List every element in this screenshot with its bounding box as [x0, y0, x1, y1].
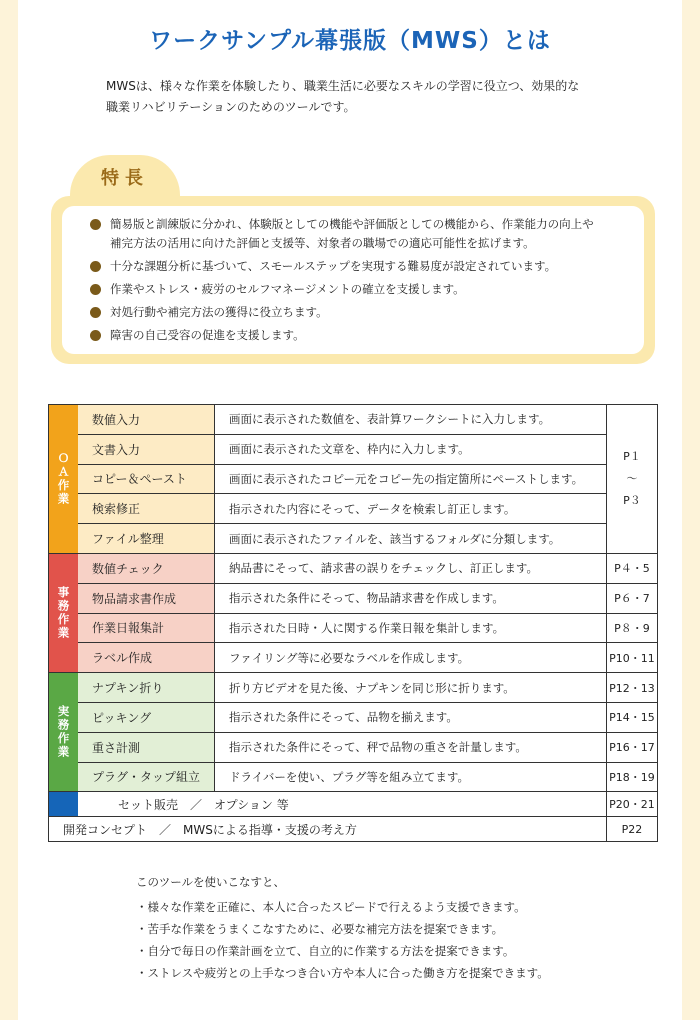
task-name: 数値入力 — [78, 405, 215, 434]
page-ref: P12・13 — [609, 681, 655, 695]
page-ref: P８・9 — [614, 621, 650, 635]
task-name: 重さ計測 — [78, 733, 215, 762]
page-ref: P10・11 — [609, 651, 655, 665]
page-ref: P６・7 — [614, 592, 650, 606]
page-ref: P４・5 — [614, 562, 650, 576]
outro-bullet: ・苦手な作業をうまくこなすために、必要な補完方法を提案できます。 — [136, 922, 504, 936]
page-ref: P３ — [623, 493, 641, 507]
category-label-jitsumu: 実務作業 — [49, 673, 78, 791]
intro-text — [106, 76, 626, 118]
feature-text: 補完方法の活用に向けた評価と支援等、対象者の職場での適応可能性を拡げます。 — [110, 236, 535, 250]
task-name: 文書入力 — [78, 435, 215, 464]
category-label-jimu: 事務作業 — [49, 554, 78, 672]
table-row — [78, 494, 606, 524]
table-row-concept — [49, 817, 657, 841]
document-page — [18, 0, 682, 1020]
task-name: セット販売 ／ オプション 等 — [78, 792, 607, 816]
page-ref: P22 — [621, 822, 643, 836]
task-name: ファイル整理 — [78, 524, 215, 553]
intro-line: MWSは、様々な作業を体験したり、職業生活に必要なスキルの学習に役立つ、効果的な — [106, 79, 580, 93]
table-row-set — [49, 792, 657, 817]
task-desc: 折り方ビデオを見た後、ナプキンを同じ形に折ります。 — [215, 673, 607, 702]
table-row — [78, 614, 657, 644]
table-row — [78, 465, 606, 495]
task-desc: 画面に表示されたコピー元をコピー先の指定箇所にペーストします。 — [229, 471, 584, 486]
task-desc: ファイリング等に必要なラベルを作成します。 — [215, 643, 607, 672]
feature-item — [90, 303, 638, 322]
table-row — [78, 524, 606, 553]
task-name: 開発コンセプト ／ MWSによる指導・支援の考え方 — [49, 817, 607, 841]
contents-table — [48, 404, 658, 842]
bullet-icon — [90, 307, 101, 318]
intro-line: 職業リハビリテーションのためのツールです。 — [106, 100, 356, 114]
task-desc: 画面に表示されたファイルを、該当するフォルダに分類します。 — [229, 531, 561, 546]
features-list — [90, 215, 638, 349]
task-desc: ドライバーを使い、プラグ等を組み立てます。 — [215, 763, 607, 792]
page-ref-sep: ～ — [626, 471, 638, 485]
task-desc: 画面に表示された文章を、枠内に入力します。 — [229, 442, 470, 457]
feature-item — [90, 257, 638, 276]
page-ref: P18・19 — [609, 770, 655, 784]
table-row — [78, 763, 657, 792]
page-ref: P16・17 — [609, 741, 655, 755]
feature-item — [90, 215, 638, 253]
group-jimu — [49, 554, 657, 673]
table-row — [78, 733, 657, 763]
feature-item — [90, 280, 638, 299]
category-swatch-set — [49, 792, 78, 816]
table-row — [78, 643, 657, 672]
task-name: ピッキング — [78, 703, 215, 732]
task-name: コピー＆ペースト — [78, 465, 215, 494]
outro-text — [136, 874, 656, 984]
task-name: 作業日報集計 — [78, 614, 215, 643]
task-desc: 指示された条件にそって、秤で品物の重さを計量します。 — [215, 733, 607, 762]
bullet-icon — [90, 330, 101, 341]
bullet-icon — [90, 284, 101, 295]
oa-page-range — [607, 405, 657, 553]
feature-text: 障害の自己受容の促進を支援します。 — [110, 328, 305, 342]
task-desc: 指示された条件にそって、物品請求書を作成します。 — [215, 584, 607, 613]
feature-text: 作業やストレス・疲労のセルフマネージメントの確立を支援します。 — [110, 282, 465, 296]
page-ref: P１ — [623, 449, 641, 463]
feature-text: 十分な課題分析に基づいて、スモールステップを実現する難易度が設定されています。 — [110, 259, 557, 273]
page-ref: P20・21 — [609, 798, 655, 812]
outro-lead: このツールを使いこなすと、 — [136, 875, 286, 889]
feature-item — [90, 326, 638, 345]
task-desc: 指示された内容にそって、データを検索し訂正します。 — [229, 501, 516, 516]
task-name: ラベル作成 — [78, 643, 215, 672]
table-row — [78, 554, 657, 584]
page-ref: P14・15 — [609, 711, 655, 725]
task-desc: 画面に表示された数値を、表計算ワークシートに入力します。 — [229, 412, 551, 427]
table-row — [78, 405, 606, 435]
table-row — [78, 703, 657, 733]
task-name: 検索修正 — [78, 494, 215, 523]
task-name: 物品請求書作成 — [78, 584, 215, 613]
bullet-icon — [90, 261, 101, 272]
outro-bullet: ・様々な作業を正確に、本人に合ったスピードで行えるよう支援できます。 — [136, 900, 526, 914]
features-heading: 特長 — [101, 168, 149, 189]
task-desc: 指示された日時・人に関する作業日報を集計します。 — [215, 614, 607, 643]
group-jitsumu — [49, 673, 657, 792]
table-row — [78, 673, 657, 703]
task-name: 数値チェック — [78, 554, 215, 583]
task-desc: 指示された条件にそって、品物を揃えます。 — [215, 703, 607, 732]
outro-bullet: ・ストレスや疲労との上手なつき合い方や本人に合った働き方を提案できます。 — [136, 966, 549, 980]
table-row — [78, 584, 657, 614]
task-name: ナプキン折り — [78, 673, 215, 702]
page-title: ワークサンプル幕張版（MWS）とは — [149, 28, 551, 54]
group-oa — [49, 405, 657, 554]
task-name: プラグ・タップ組立 — [78, 763, 215, 792]
feature-text: 対処行動や補完方法の獲得に役立ちます。 — [110, 305, 328, 319]
outro-bullet: ・自分で毎日の作業計画を立て、自立的に作業する方法を提案できます。 — [136, 944, 515, 958]
feature-text: 簡易版と訓練版に分かれ、体験版としての機能や評価版としての機能から、作業能力の向上や — [110, 217, 594, 231]
category-label-oa: ＯＡ作業 — [49, 405, 78, 553]
bullet-icon — [90, 219, 101, 230]
task-desc: 納品書にそって、請求書の誤りをチェックし、訂正します。 — [215, 554, 607, 583]
table-row — [78, 435, 606, 465]
